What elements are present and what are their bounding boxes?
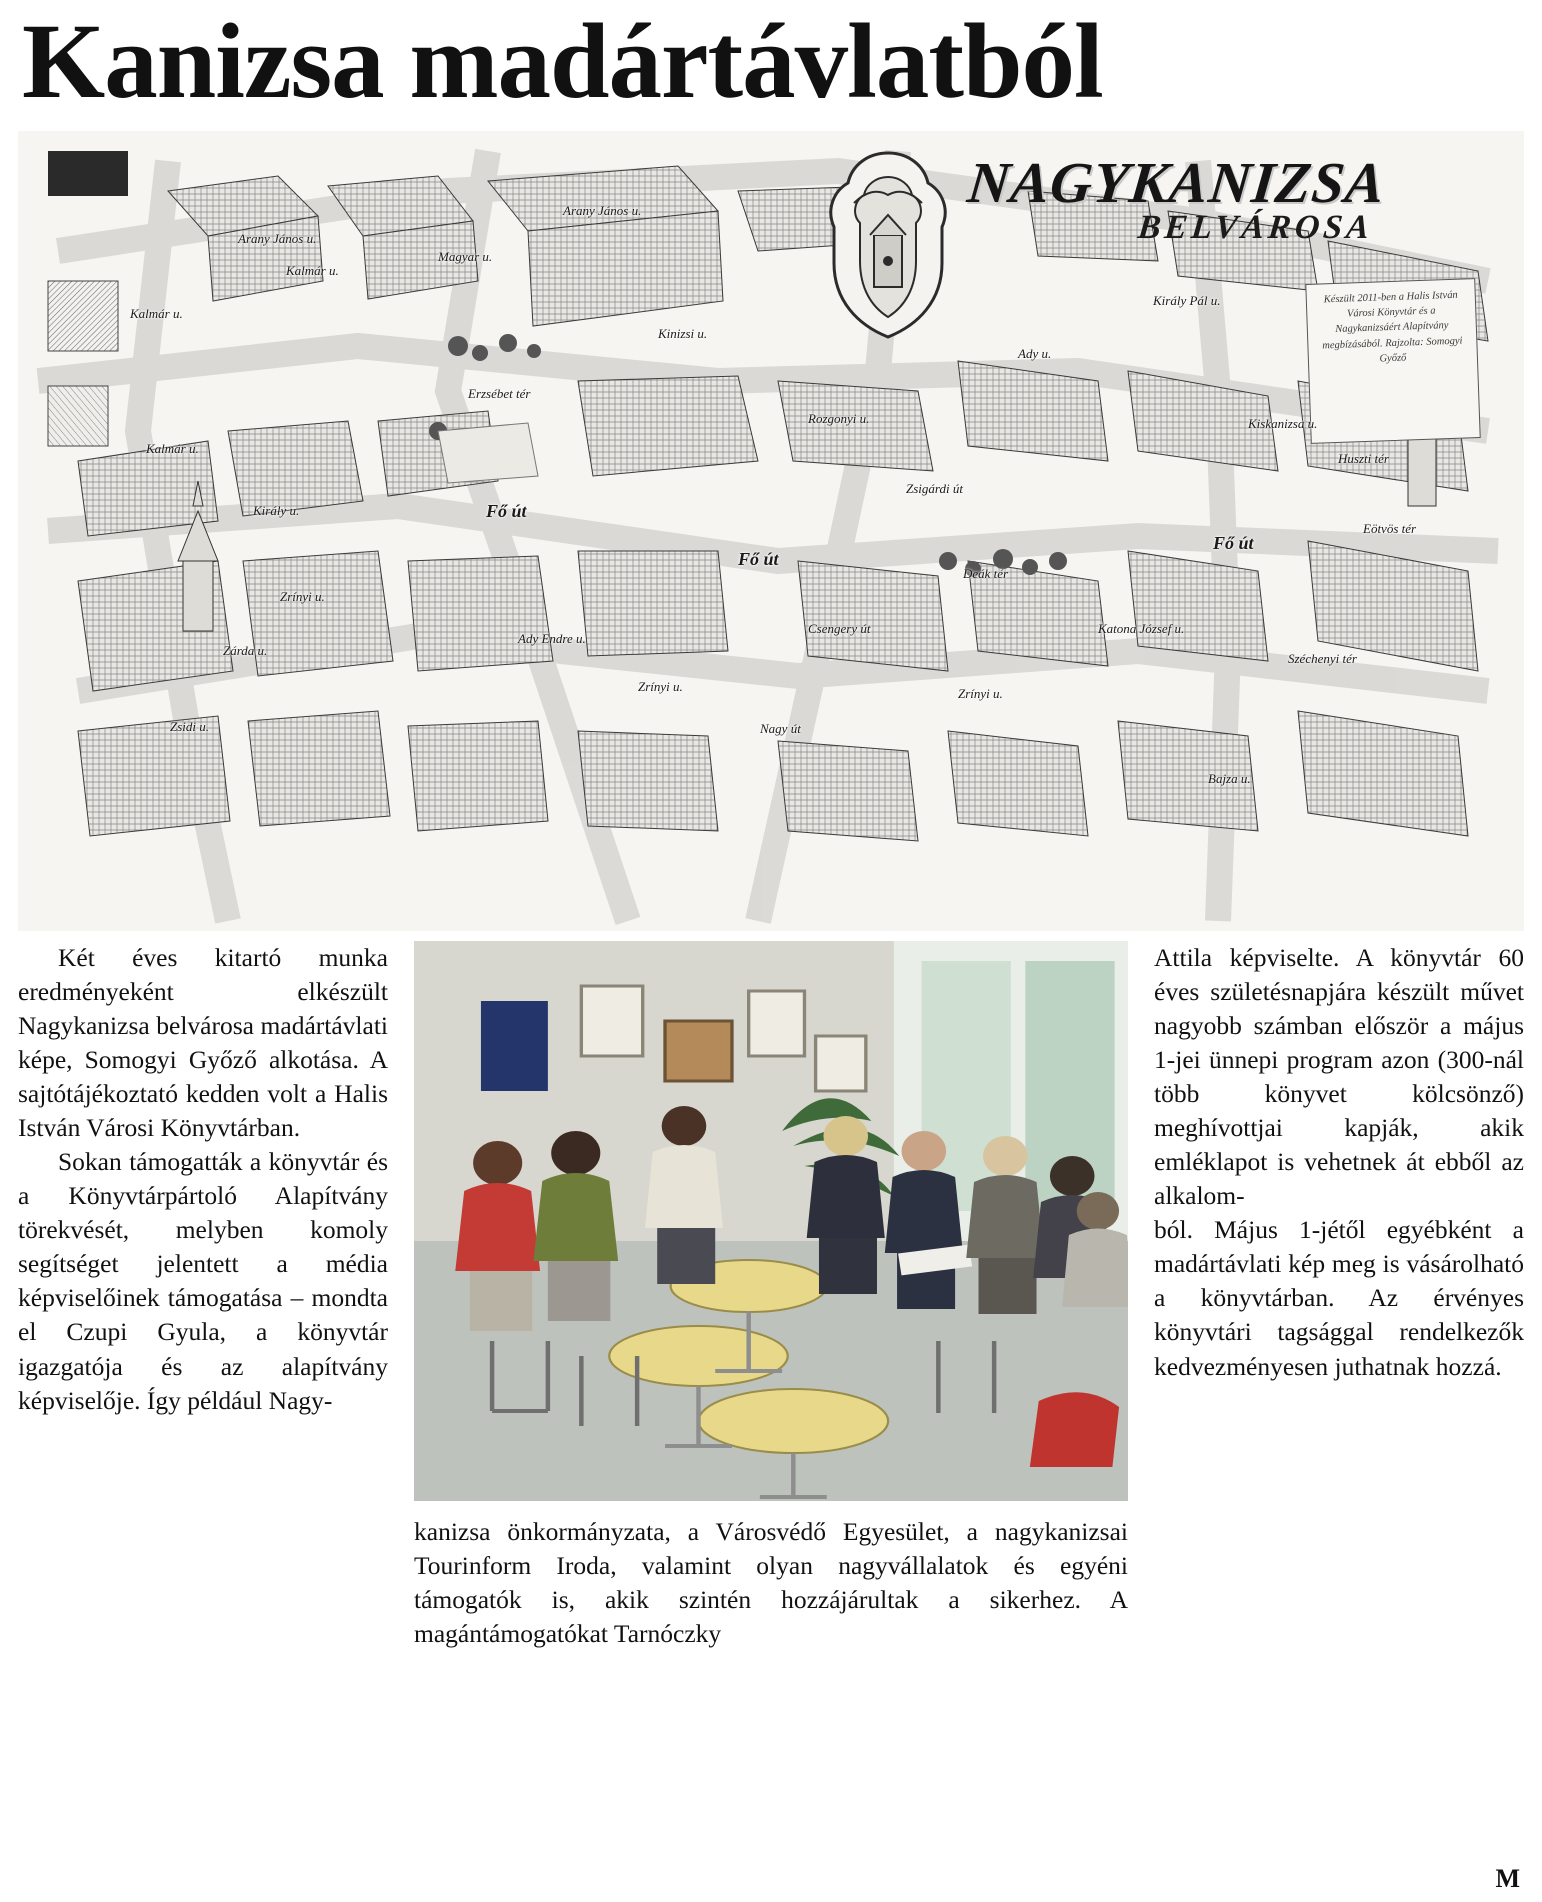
article-body (18, 941, 1524, 1651)
map-street-label: Magyar u. (438, 249, 493, 265)
paragraph: Sokan támogatták a könyvtár és a Könyvtárpártoló Alapítvány törekvését, melyben komoly segítséget jelentett a média képviselőinek támogatása – mondta el Czupi Gyula, a könyvtár igazgatója és az alapítvány képviselője. Így például Nagy- (18, 1147, 388, 1415)
article-column-center (414, 941, 1128, 1651)
article-column-left (18, 941, 388, 1417)
press-conference-photo (414, 941, 1128, 1501)
map-illustration (18, 131, 1524, 931)
map-street-label: Rozgonyi u. (808, 411, 870, 427)
map-street-label: Király Pál u. (1153, 293, 1221, 309)
map-street-label: Zrínyi u. (958, 686, 1003, 702)
map-street-label: Eötvös tér (1363, 521, 1417, 537)
map-street-label: Fő út (486, 501, 527, 522)
map-street-label: Zárda u. (223, 643, 268, 659)
map-street-label: Zrínyi u. (638, 679, 683, 695)
map-street-label: Huszti tér (1338, 451, 1389, 467)
map-street-label: Kalmár u. (146, 441, 199, 457)
map-street-label: Ady u. (1018, 346, 1052, 362)
map-cartouche-text: Készült 2011-ben a Halis István Városi Könyvtár és a Nagykanizsáért Alapítvány megbízásából. Rajzolta: Somogyi Győző (1305, 278, 1480, 444)
city-crest-icon (808, 143, 968, 343)
map-street-label: Arany János u. (238, 231, 317, 247)
map-street-label: Kalmár u. (130, 306, 183, 322)
map-street-label: Fő út (1213, 533, 1254, 554)
photo-image (414, 941, 1128, 1501)
map-street-label: Arany János u. (563, 203, 642, 219)
page-title: Kanizsa madártávlatból (22, 3, 1103, 121)
paragraph: Attila képviselte. A könyvtár 60 éves születésnapjára készült művet nagyobb számban először a május 1-jei ünnepi program azon (300-nál több könyvet kölcsönző) meghívottjai kapják, akik emléklapot is vehetnek át ebből az alkalom- (1154, 943, 1524, 1211)
map-street-label: Zrínyi u. (280, 589, 325, 605)
map-street-label: Zsigárdi út (906, 481, 963, 497)
map-street-label: Fő út (738, 549, 779, 570)
map-street-label: Katona József u. (1098, 621, 1185, 637)
paragraph: kanizsa önkormányzata, a Városvédő Egyesület, a nagykanizsai Tourinform Iroda, valamint olyan nagyvállalatok és egyéni támogatók is, akik szintén hozzájárultak a sikerhez. A magántámogatókat Tarnóczky (414, 1517, 1128, 1649)
map-street-label: Zsidi u. (170, 719, 210, 735)
map-street-label: Ady Endre u. (518, 631, 586, 647)
paragraph: Két éves kitartó munka eredményeként elkészült Nagykanizsa belvárosa madártávlati képe, Somogyi Győző alkotása. A sajtótájékoztató kedden volt a Halis István Városi Könyvtárban. (18, 943, 388, 1143)
map-title: NAGYKANIZSA (964, 150, 1389, 216)
map-street-label: Deák tér (963, 566, 1009, 582)
map-street-label: Kinizsi u. (658, 326, 708, 342)
map-street-label: Kalmár u. (286, 263, 339, 279)
article-column-right (1154, 941, 1524, 1383)
map-drawing (18, 131, 1524, 931)
article-column-center-text (414, 1515, 1128, 1651)
map-subtitle: BELVÁROSA (1136, 209, 1376, 247)
map-street-label: Kiskanizsa u. (1248, 416, 1318, 432)
map-street-label: Széchenyi tér (1288, 651, 1357, 667)
map-street-label: Csengery út (808, 621, 871, 637)
map-street-label: Nagy út (760, 721, 801, 737)
paragraph: ból. Május 1-jétől egyébként a madártávlati kép meg is vásárolható a könyvtárban. Az érvényes könyvtári tagsággal rendelkezők kedvezményesen juthatnak hozzá. (1154, 1215, 1524, 1381)
map-street-label: Bajza u. (1208, 771, 1251, 787)
map-street-label: Király u. (253, 503, 300, 519)
article-signature: M (1495, 1864, 1520, 1893)
newspaper-page (0, 3, 1542, 1902)
map-street-label: Erzsébet tér (468, 386, 531, 402)
